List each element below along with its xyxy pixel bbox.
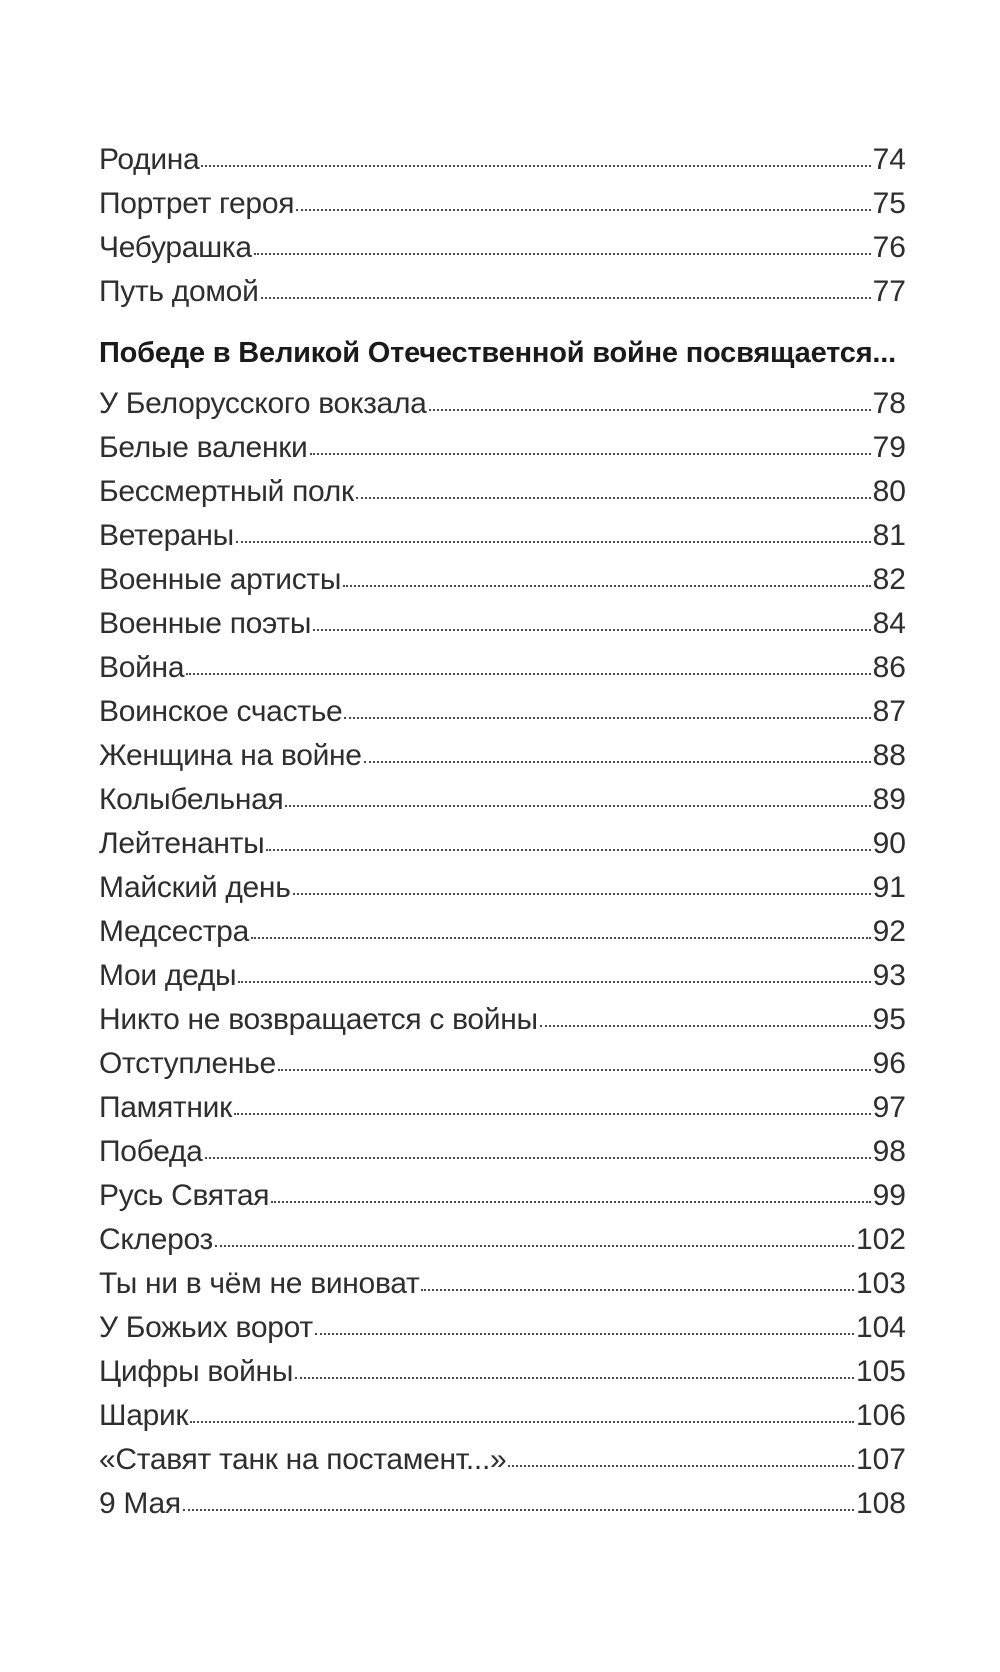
toc-entry-title: Отступленье xyxy=(99,1047,276,1080)
toc-entry-page-number: 79 xyxy=(872,431,906,464)
toc-entry-page-number: 86 xyxy=(872,651,906,684)
leader-dots xyxy=(293,893,871,895)
toc-entry-page-number: 102 xyxy=(855,1223,906,1256)
toc-entry-title: 9 Мая xyxy=(99,1487,181,1520)
toc-entry[interactable] xyxy=(99,646,906,690)
toc-entry[interactable] xyxy=(99,734,906,778)
leader-dots xyxy=(261,297,871,299)
toc-entry[interactable] xyxy=(99,1482,906,1526)
toc-entry-page-number: 80 xyxy=(872,475,906,508)
toc-entry-page-number: 89 xyxy=(872,783,906,816)
leader-dots xyxy=(236,541,871,543)
leader-dots xyxy=(540,1025,871,1027)
toc-entry[interactable] xyxy=(99,1306,906,1350)
toc-entry-title: Склероз xyxy=(99,1223,214,1256)
toc-entry-title: Путь домой xyxy=(99,275,259,308)
toc-entry[interactable] xyxy=(99,690,906,734)
toc-entry-title: Русь Святая xyxy=(99,1179,270,1212)
toc-entry-page-number: 91 xyxy=(872,871,906,904)
toc-entry-title: Портрет героя xyxy=(99,187,295,220)
toc-entry[interactable] xyxy=(99,138,906,182)
toc-entry-page-number: 76 xyxy=(872,231,906,264)
toc-entry-title: Женщина на войне xyxy=(99,739,362,772)
toc-entry-page-number: 99 xyxy=(872,1179,906,1212)
toc-entry-title: Ветераны xyxy=(99,519,234,552)
toc-entry-title: Шарик xyxy=(99,1399,189,1432)
leader-dots xyxy=(508,1465,854,1467)
toc-entry[interactable] xyxy=(99,1262,906,1306)
toc-entry-title: Воинское счастье xyxy=(99,695,343,728)
toc-entry-title: Война xyxy=(99,651,185,684)
toc-entry[interactable] xyxy=(99,1174,906,1218)
toc-entry-title: Победа xyxy=(99,1135,203,1168)
toc-entry[interactable] xyxy=(99,954,906,998)
toc-entry[interactable] xyxy=(99,866,906,910)
table-of-contents xyxy=(99,138,906,1526)
leader-dots xyxy=(266,849,870,851)
leader-dots xyxy=(285,805,870,807)
toc-entry-title: Бессмертный полк xyxy=(99,475,354,508)
leader-dots xyxy=(364,761,871,763)
toc-pre-section-list xyxy=(99,138,906,314)
toc-entry-page-number: 104 xyxy=(855,1311,906,1344)
section-heading: Победе в Великой Отечественной войне посвящается... xyxy=(99,337,896,369)
toc-entry-page-number: 88 xyxy=(872,739,906,772)
toc-entry[interactable] xyxy=(99,1130,906,1174)
toc-entry-title: Родина xyxy=(99,143,200,176)
toc-entry[interactable] xyxy=(99,558,906,602)
leader-dots xyxy=(313,629,871,631)
toc-entry-page-number: 107 xyxy=(855,1443,906,1476)
toc-entry-title: Никто не возвращается с войны xyxy=(99,1003,538,1036)
leader-dots xyxy=(344,717,870,719)
leader-dots xyxy=(238,981,870,983)
leader-dots xyxy=(429,409,871,411)
leader-dots xyxy=(234,1113,871,1115)
toc-entry[interactable] xyxy=(99,1350,906,1394)
toc-entry-page-number: 90 xyxy=(872,827,906,860)
leader-dots xyxy=(183,1509,854,1511)
toc-entry-page-number: 84 xyxy=(872,607,906,640)
toc-entry-page-number: 81 xyxy=(872,519,906,552)
toc-entry[interactable] xyxy=(99,1218,906,1262)
toc-entry-page-number: 75 xyxy=(872,187,906,220)
toc-entry-title: Ты ни в чём не виноват xyxy=(99,1267,420,1300)
leader-dots xyxy=(190,1421,854,1423)
toc-entry[interactable] xyxy=(99,910,906,954)
toc-entry-page-number: 98 xyxy=(872,1135,906,1168)
toc-entry-title: Мои деды xyxy=(99,959,237,992)
toc-entry-page-number: 108 xyxy=(855,1487,906,1520)
toc-entry[interactable] xyxy=(99,226,906,270)
toc-entry[interactable] xyxy=(99,778,906,822)
toc-entry-title: Майский день xyxy=(99,871,291,904)
toc-entry-page-number: 95 xyxy=(872,1003,906,1036)
toc-entry[interactable] xyxy=(99,514,906,558)
leader-dots xyxy=(315,1333,854,1335)
toc-entry-page-number: 82 xyxy=(872,563,906,596)
toc-entry[interactable] xyxy=(99,426,906,470)
toc-entry-title: Цифры войны xyxy=(99,1355,294,1388)
toc-entry[interactable] xyxy=(99,382,906,426)
leader-dots xyxy=(310,453,871,455)
leader-dots xyxy=(343,585,871,587)
leader-dots xyxy=(186,673,870,675)
toc-entry-page-number: 103 xyxy=(855,1267,906,1300)
toc-entry[interactable] xyxy=(99,1438,906,1482)
leader-dots xyxy=(295,1377,854,1379)
toc-entry[interactable] xyxy=(99,270,906,314)
toc-entry-page-number: 74 xyxy=(872,143,906,176)
leader-dots xyxy=(254,253,871,255)
leader-dots xyxy=(205,1157,871,1159)
leader-dots xyxy=(271,1201,870,1203)
toc-entry[interactable] xyxy=(99,1042,906,1086)
toc-entry-title: У Божьих ворот xyxy=(99,1311,313,1344)
leader-dots xyxy=(421,1289,854,1291)
toc-entry-title: Чебурашка xyxy=(99,231,252,264)
toc-entry-title: Колыбельная xyxy=(99,783,284,816)
leader-dots xyxy=(251,937,871,939)
toc-entry-page-number: 106 xyxy=(855,1399,906,1432)
toc-section-list xyxy=(99,382,906,1526)
toc-entry-page-number: 87 xyxy=(872,695,906,728)
leader-dots xyxy=(215,1245,854,1247)
toc-entry-page-number: 92 xyxy=(872,915,906,948)
toc-entry[interactable] xyxy=(99,822,906,866)
toc-entry-title: Военные поэты xyxy=(99,607,312,640)
toc-entry-page-number: 93 xyxy=(872,959,906,992)
toc-entry[interactable] xyxy=(99,470,906,514)
leader-dots xyxy=(278,1069,871,1071)
toc-entry[interactable] xyxy=(99,602,906,646)
toc-entry[interactable] xyxy=(99,1086,906,1130)
toc-entry[interactable] xyxy=(99,1394,906,1438)
toc-entry[interactable] xyxy=(99,998,906,1042)
toc-entry[interactable] xyxy=(99,182,906,226)
toc-entry-page-number: 97 xyxy=(872,1091,906,1124)
leader-dots xyxy=(201,165,870,167)
toc-entry-title: Лейтенанты xyxy=(99,827,265,860)
toc-entry-title: Памятник xyxy=(99,1091,232,1124)
toc-entry-title: Военные артисты xyxy=(99,563,342,596)
toc-entry-title: «Ставят танк на постамент...» xyxy=(99,1443,507,1476)
toc-entry-title: У Белорусского вокзала xyxy=(99,387,427,420)
toc-entry-page-number: 77 xyxy=(872,275,906,308)
toc-entry-page-number: 78 xyxy=(872,387,906,420)
toc-entry-title: Медсестра xyxy=(99,915,249,948)
toc-entry-page-number: 105 xyxy=(855,1355,906,1388)
leader-dots xyxy=(296,209,870,211)
toc-entry-page-number: 96 xyxy=(872,1047,906,1080)
leader-dots xyxy=(356,497,871,499)
toc-entry-title: Белые валенки xyxy=(99,431,308,464)
